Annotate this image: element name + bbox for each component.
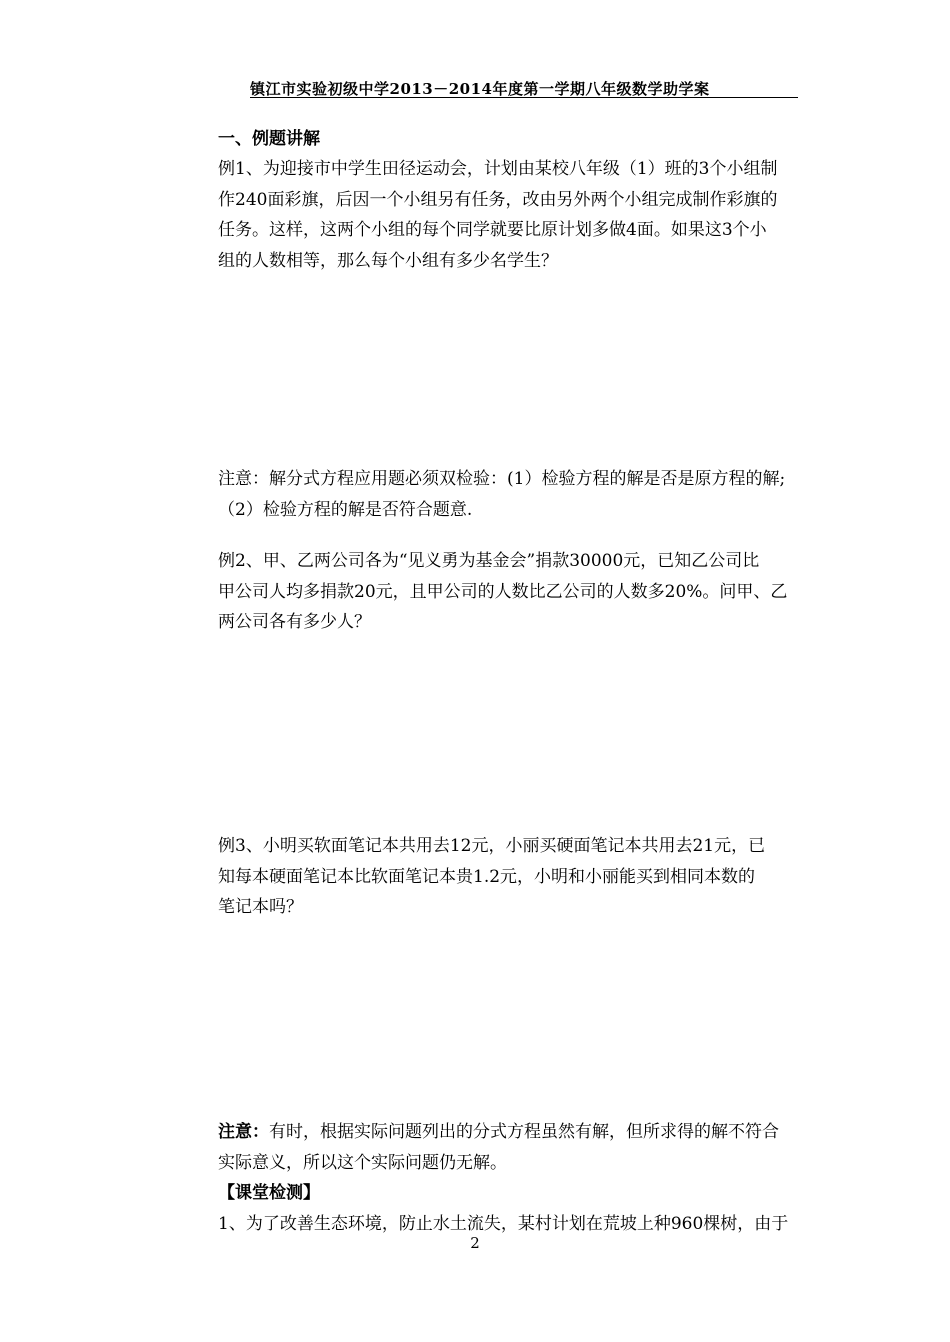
classroom-check-question-1: 1、为了改善生态环境，防止水土流失，某村计划在荒坡上种960棵树，由于 [218, 1213, 789, 1234]
example-1 [218, 154, 838, 276]
example-2 [218, 546, 838, 638]
example-3 [218, 831, 838, 923]
page-number: 2 [470, 1234, 480, 1252]
example-3-line: 笔记本吗？ [218, 897, 303, 917]
example-1-line: 例1、为迎接市中学生田径运动会，计划由某校八年级（1）班的3个小组制 [218, 159, 778, 179]
note-2-label: 注意： [218, 1122, 269, 1142]
section-title: 一、例题讲解 [218, 129, 320, 149]
example-1-line: 任务。这样，这两个小组的每个同学就要比原计划多做4面。如果这3个小 [218, 220, 767, 240]
header-rule [250, 97, 798, 98]
document-header: 镇江市实验初级中学2013－2014年度第一学期八年级数学助学案 [250, 80, 710, 98]
note-1-line: （2）检验方程的解是否符合题意. [218, 499, 473, 520]
note-2 [218, 1117, 838, 1239]
example-1-line: 组的人数相等，那么每个小组有多少名学生？ [218, 250, 558, 271]
classroom-check-title: 【课堂检测】 [218, 1183, 320, 1203]
example-3-line: 例3、小明买软面笔记本共用去12元，小丽买硬面笔记本共用去21元，已 [218, 836, 766, 856]
note-2-line-2: 实际意义，所以这个实际问题仍无解。 [218, 1152, 507, 1173]
note-1-line: 注意：解分式方程应用题必须双检验：(1）检验方程的解是否是原方程的解; [218, 469, 786, 489]
example-2-line: 两公司各有多少人？ [218, 612, 371, 632]
example-2-line: 例2、甲、乙两公司各为“见义勇为基金会”捐款30000元，已知乙公司比 [218, 551, 760, 571]
example-3-line: 知每本硬面笔记本比软面笔记本贵1.2元，小明和小丽能买到相同本数的 [218, 866, 756, 887]
note-2-text: 有时，根据实际问题列出的分式方程虽然有解，但所求得的解不符合 [269, 1122, 779, 1142]
note-2-line-1 [218, 1117, 838, 1148]
note-1 [218, 464, 838, 525]
example-2-line: 甲公司人均多捐款20元，且甲公司的人数比乙公司的人数多20%。问甲、乙 [218, 581, 788, 602]
example-1-line: 作240面彩旗，后因一个小组另有任务，改由另外两个小组完成制作彩旗的 [218, 189, 778, 210]
